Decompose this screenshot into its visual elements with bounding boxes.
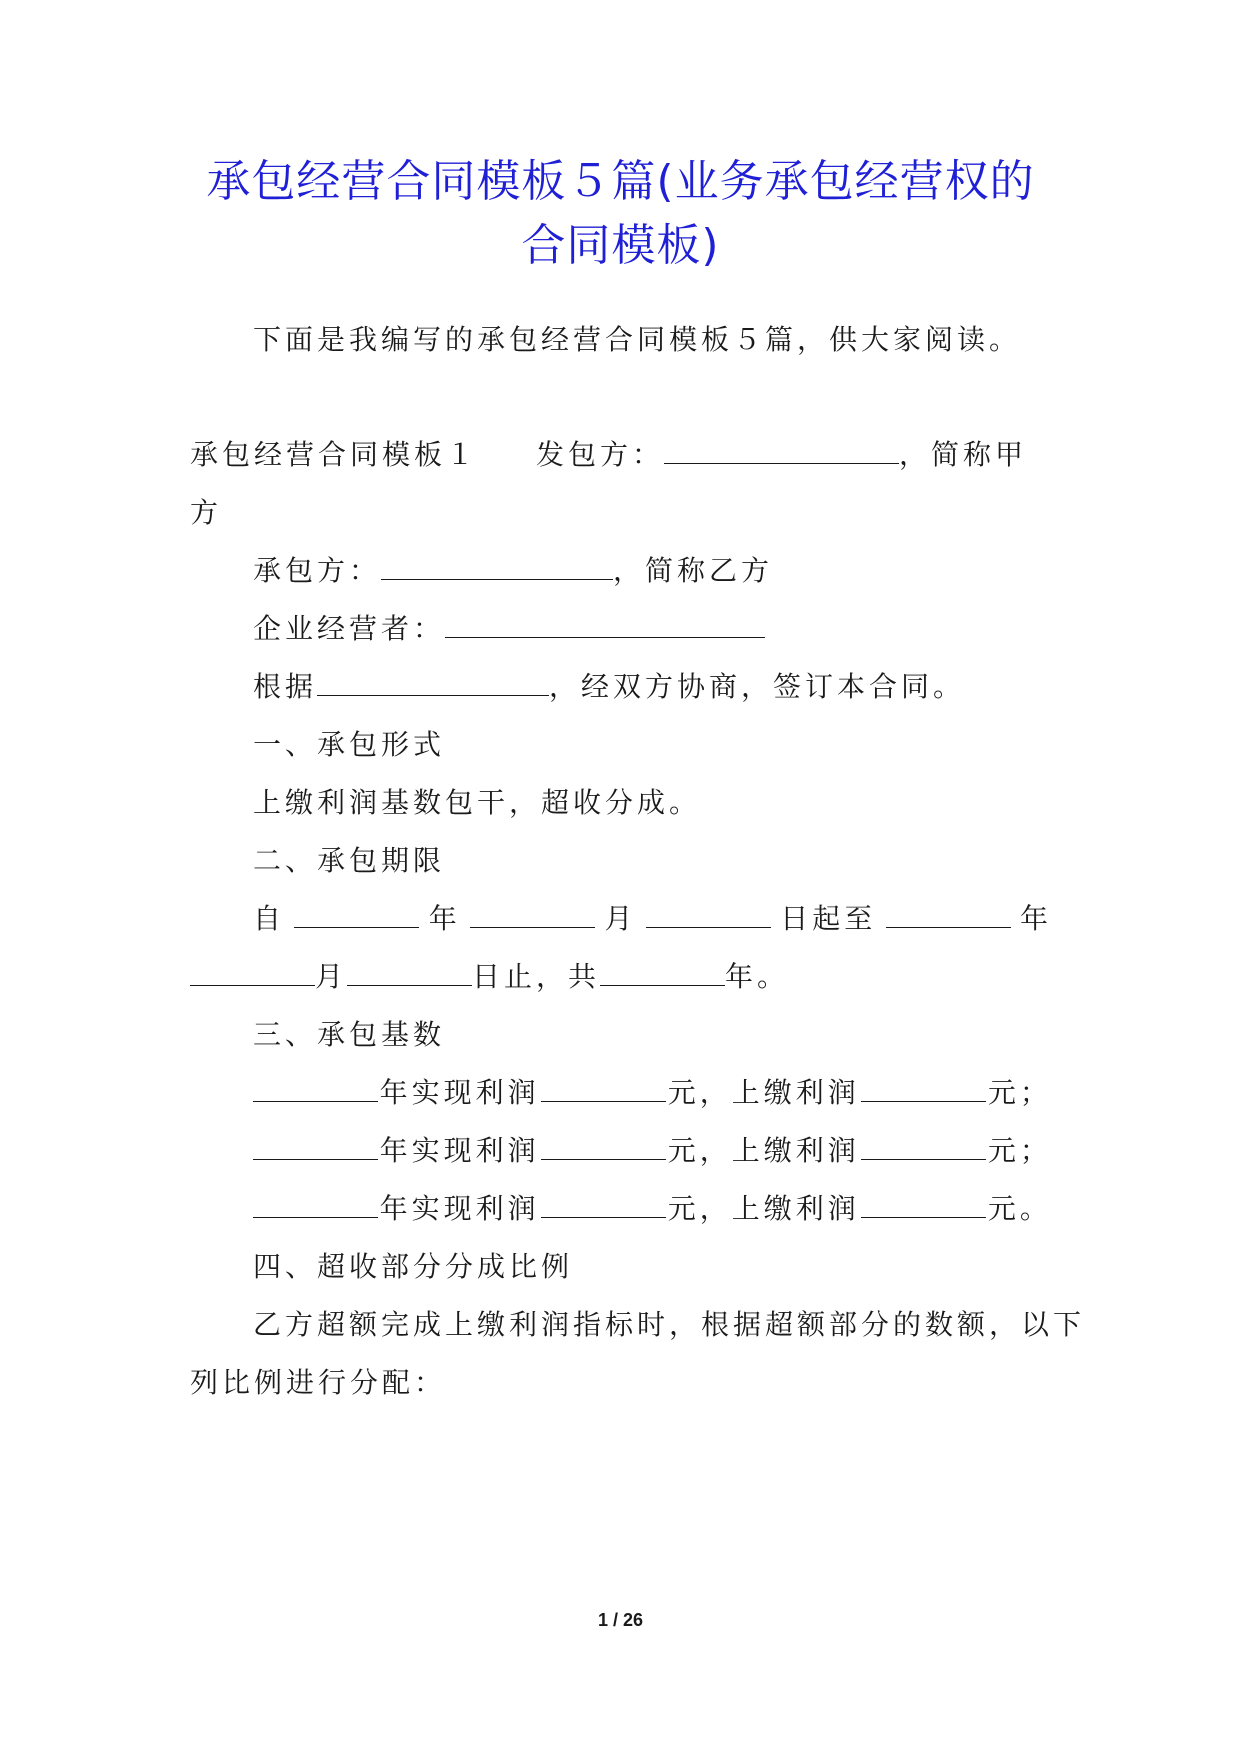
base-profit-blank (541, 1189, 666, 1218)
ratio-paragraph-line-2: 列比例进行分配： (190, 1366, 447, 1399)
contract-heading-wrap: 方 (190, 496, 223, 529)
base-remit-blank (861, 1131, 986, 1160)
page-number: 1 / 26 (597, 1610, 644, 1630)
base-year-blank (253, 1189, 378, 1218)
base-year-blank (253, 1131, 378, 1160)
employer-blank (664, 435, 899, 464)
ratio-paragraph-line-1: 乙方超额完成上缴利润指标时，根据超额部分的数额，以下 (253, 1308, 1086, 1341)
base-year-blank (253, 1073, 378, 1102)
base-row-1: 年实现利润 元，上缴利润 元； (190, 1073, 1052, 1113)
employer-label: 发包方： (536, 438, 665, 471)
intro-paragraph: 下面是我编写的承包经营合同模板５篇，供大家阅读。 (253, 323, 1022, 356)
operator-label: 企业经营者： (253, 612, 446, 645)
end-year-blank (886, 899, 1011, 928)
title-line-2: 合同模板) (521, 220, 720, 271)
operator-blank (445, 609, 765, 638)
end-day-blank (347, 957, 472, 986)
term-line-1: 自 年 月 日起至 年 (190, 899, 1052, 939)
total-years-blank (600, 957, 725, 986)
start-day-blank (646, 899, 771, 928)
contract-heading-line: 承包经营合同模板１ 发包方： ，简称甲 (190, 435, 1052, 475)
contractor-blank (381, 551, 613, 580)
section-heading-3: 三、承包基数 (253, 1018, 446, 1051)
end-month-blank (190, 957, 315, 986)
contractor-label: 承包方： (253, 554, 382, 587)
base-profit-blank (541, 1131, 666, 1160)
title-line-1: 承包经营合同模板５篇(业务承包经营权的 (206, 156, 1035, 207)
base-remit-blank (861, 1073, 986, 1102)
start-year-blank (294, 899, 419, 928)
contractor-line: 承包方： ，简称乙方 (190, 551, 1052, 591)
section-heading-4: 四、超收部分分成比例 (253, 1250, 574, 1283)
basis-line: 根据 ，经双方协商，签订本合同。 (190, 667, 1052, 707)
base-remit-blank (861, 1189, 986, 1218)
document-title (150, 150, 1091, 278)
basis-blank (317, 667, 549, 696)
form-paragraph: 上缴利润基数包干，超收分成。 (253, 786, 702, 819)
base-row-2: 年实现利润 元，上缴利润 元； (190, 1131, 1052, 1171)
section-heading-2: 二、承包期限 (253, 844, 446, 877)
section-heading-1: 一、承包形式 (253, 728, 446, 761)
operator-line (190, 609, 1052, 649)
term-line-2: 月 日止，共 年。 (190, 957, 1052, 997)
start-month-blank (470, 899, 595, 928)
base-profit-blank (541, 1073, 666, 1102)
base-row-3: 年实现利润 元，上缴利润 元。 (190, 1189, 1052, 1229)
contract-heading: 承包经营合同模板１ (190, 438, 479, 471)
